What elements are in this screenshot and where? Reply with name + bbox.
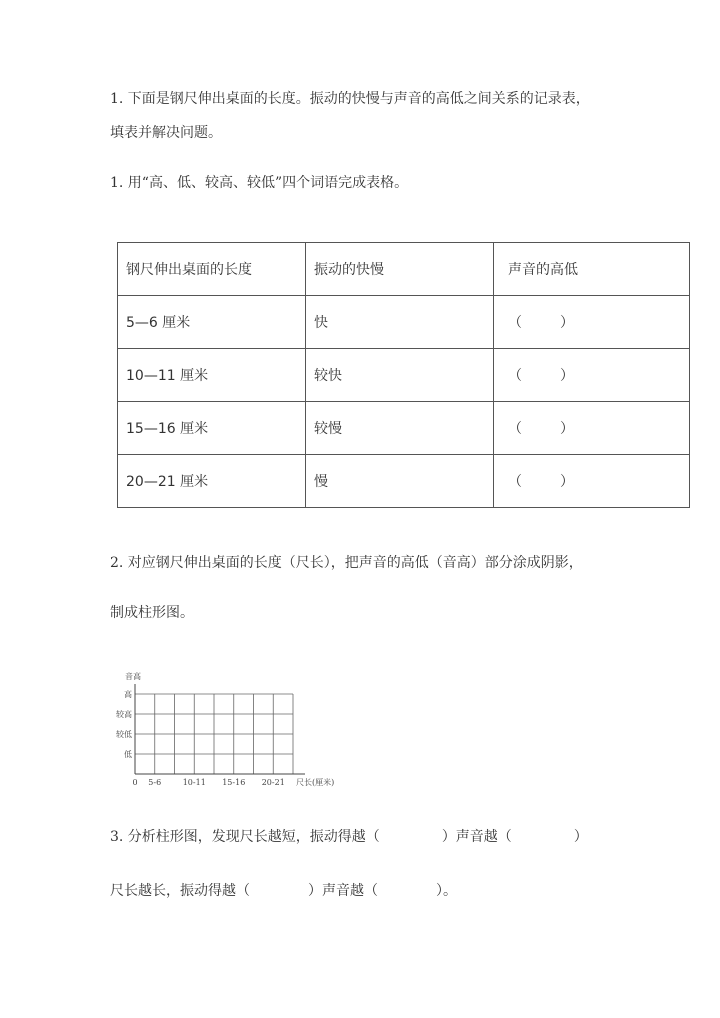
y-tick-label: 低: [124, 750, 132, 759]
x-tick-label: 5-6: [148, 778, 162, 787]
question-2-line1: 2. 对应钢尺伸出桌面的长度（尺长），把声音的高低（音高）部分涂成阴影，: [110, 555, 583, 571]
y-tick-label: 高: [124, 690, 132, 699]
vibration-cell: 较慢: [306, 402, 494, 455]
intro-line2: 填表并解决问题。: [110, 125, 222, 141]
header-pitch: 声音的高低: [494, 243, 690, 296]
pitch-answer-cell[interactable]: （ ）: [494, 349, 690, 402]
length-cell: 20—21 厘米: [118, 455, 306, 508]
x-tick-label: 10-11: [182, 778, 206, 787]
pitch-answer-cell[interactable]: （ ）: [494, 296, 690, 349]
question-3-line2: 尺长越长，振动得越（ ）声音越（ ）。: [110, 883, 457, 899]
y-axis-label: 音高: [125, 672, 141, 681]
table-header-row: [118, 243, 690, 296]
x-tick-label: 20-21: [261, 778, 285, 787]
length-cell: 5—6 厘米: [118, 296, 306, 349]
table-row: [118, 296, 690, 349]
vibration-cell: 较快: [306, 349, 494, 402]
x-tick-label: 15-16: [222, 778, 246, 787]
table-row: [118, 455, 690, 508]
question-3-line1: 3. 分析柱形图，发现尺长越短，振动得越（ ）声音越（ ）: [110, 829, 588, 845]
pitch-answer-cell[interactable]: （ ）: [494, 455, 690, 508]
pitch-answer-cell[interactable]: （ ）: [494, 402, 690, 455]
length-cell: 10—11 厘米: [118, 349, 306, 402]
bar-chart-grid[interactable]: [100, 665, 340, 795]
question-1: 1. 用“高、低、较高、较低”四个词语完成表格。: [110, 175, 409, 191]
question-2-line2: 制成柱形图。: [110, 605, 194, 621]
vibration-cell: 慢: [306, 455, 494, 508]
y-tick-label: 较高: [116, 710, 132, 719]
record-table: [117, 242, 690, 508]
table-row: [118, 402, 690, 455]
x-tick-label: 0: [132, 778, 138, 787]
table-row: [118, 349, 690, 402]
header-length: 钢尺伸出桌面的长度: [118, 243, 306, 296]
x-axis-label: 尺长(厘米): [296, 778, 335, 787]
length-cell: 15—16 厘米: [118, 402, 306, 455]
intro-line1: 1. 下面是钢尺伸出桌面的长度。振动的快慢与声音的高低之间关系的记录表，: [110, 91, 590, 107]
y-tick-label: 较低: [116, 730, 132, 739]
vibration-cell: 快: [306, 296, 494, 349]
header-vibration: 振动的快慢: [306, 243, 494, 296]
